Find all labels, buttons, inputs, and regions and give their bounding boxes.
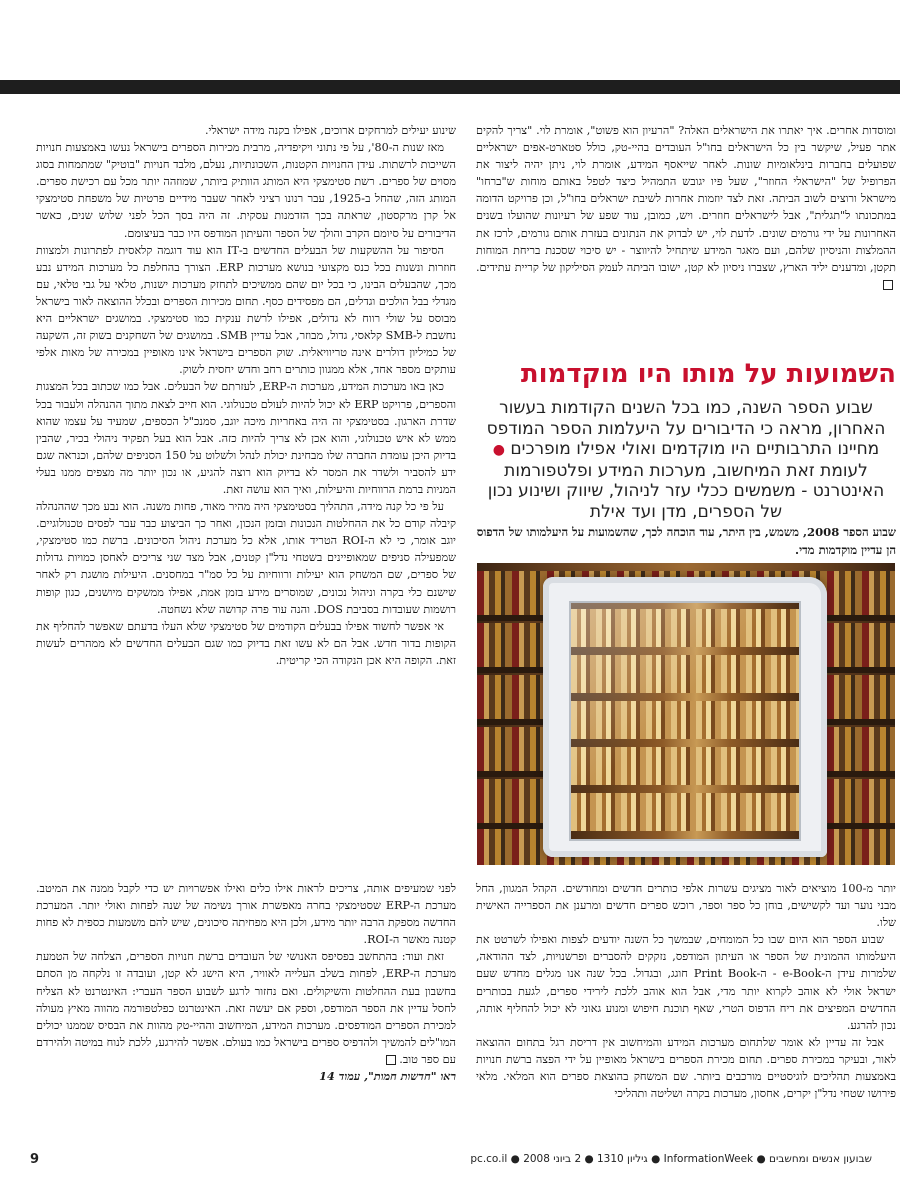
- paragraph: על פי כל קנה מידה, התהליך בסטימצקי היה מהיר מאוד, פחות משנה. הוא נבע מכך שההנהלה קיבלה קודם כל את ההחלטות הנכונות ובזמן הנכון, ואחר כך הביצוע כבר עבר לפסים טכנולוגיים. יוגב אומר, כי לא ה-ROI הטריד אותו, אלא כל מערכת ניהול הסיכונים. ברשת כמו סטימצקי, שמפעילה סניפים שמאופיינים בשטחי נדל"ן קטנים, אבל מצד שני צריכים לאחסן כמויות גדולות של ספרים, שם המשחק הוא יעילות ורווחיות על כל סמ"ר במחסנים. היעילות מושגת רק לאחר שישנם כלי בקרה וניהול נכונים, שמוסרים מידע בזמן אמת, אפילו ממשקים מיושנים, כגון קופות רושמות שעובדות בסביבת DOS. והנה עוד פרה קדושה שלא נשחטה.: [36, 500, 456, 616]
- bullet-dot-icon: ●: [492, 442, 505, 459]
- article-abstract: שבוע הספר 2008, משמש, בין היתר, עוד הוכחה לכך, שהשמועות על היעלמותו של הדפוס הן עדיין מוקדמות מדי.: [476, 525, 896, 557]
- page-footer: [30, 1153, 872, 1171]
- article-heading: השמועות על מותו היו מוקדמות: [520, 359, 896, 389]
- right-column-top: [476, 122, 896, 293]
- footer-publication-line: שבועון אנשים ומחשבים ● InformationWeek ● גיליון 1310 ● 2 ביוני 2008 ● pc.co.il: [470, 1153, 872, 1165]
- end-mark-icon: [883, 280, 893, 290]
- paragraph: לפני שמעיפים אותה, צריכים לראות אילו כלים ואילו אפשרויות יש כדי לקבל ממנה את המיטב. מערכת ה-ERP שסטימצקי בחרה מאפשרת אורך נשימה של שנה לפחות ואולי יותר. המערכת החדשה מספקת הרבה יותר מידע, ולכן היא מפחיתה סיכונים, שיש להם משמעות כספית לא פחות קטנה מאשר ה-ROI.: [36, 882, 456, 947]
- page-number: 9: [30, 1152, 40, 1167]
- monitor-icon: [543, 577, 827, 857]
- top-rule: [0, 80, 900, 94]
- paragraph: שינוע יעילים למרחקים ארוכים, אפילו בקנה מידה ישראלי.: [204, 124, 456, 137]
- right-column-bottom: [476, 880, 896, 1102]
- paragraph: אבל זה עדיין לא אומר שלתחום מערכות המידע והמיחשוב אין דריסת רגל בתחום ההוצאה לאור, ובעיקר במכירת ספרים. תחום מכירת הספרים בישראל מאופיין על ידי הפצה ברשת חנויות באמצעות תהליכים לוגיסטיים מורכבים ביותר. שם המשחק בהוצאת ספרים הוא המלאי. מלאי פירושו שטחי נדל"ן יקרים, אחסון, מערכות בקרה ושליטה ותהליכי: [476, 1035, 896, 1101]
- article-intro: שבוע הספר השנה, כמו בכל השנים הקודמות בעשור האחרון, מראה כי הדיבורים על היעלמות הספר המודפס מחיינו התרבותיים היו מוקדמים ואולי אפילו מופרכים ● לעומת זאת המיחשוב, מערכות המידע ופלטפורמות האינטרנט - משמשים ככלי עזר לניהול, שיווק ושינוע נכון של הספרים, מדן ועד אילת: [486, 398, 886, 522]
- paragraph: יותר מ-100 מוציאים לאור מציגים עשרות אלפי כותרים חדשים ומחודשים. הקהל המגוון, החל מבני נוער ועד לקשישים, בוחן כל ספר וספר, רוכש ספרים חדשים ומרענן את הספרייה האישית שלו.: [476, 882, 896, 930]
- paragraph: מאז שנות ה-80', על פי נתוני ויקיפדיה, מרבית מכירות הספרים בישראל נעשו באמצעות חנויות השייכות לרשתות. עידן החנויות הקטנות, השכונתיות, נעלם, מלבד חנויות "בוטיק" שמתמחות בסוג מסוים של ספרים. רשת סטימצקי היא המותג הוותיק ביותר, שמוזהה יותר מכל עם רכישת ספרים. המותג הזה, שהחל ב-1925, עבר רנונו רציני לאחר שעבר מידיים פרטיות של משפחת סטימצקי אל קרן מרקסטון, שראתה בכך הזדמנות עסקית. זה היה בסך הכל לפני שלוש שנים, כאשר הדיבורים על סיומם הקרב והולך של הספר והעיתון המודפס היו כבר בעיצומם.: [36, 141, 457, 240]
- photo-monitor-bookshelf: [477, 563, 895, 865]
- paragraph: זאת ועוד: בהתחשב בפסיפס האנושי של העובדים ברשת חנויות הספרים, הצלחה של הטמעת מערכת ה-ERP, לפחות בשלב העלייה לאוויר, היא הישג לא קטן, ועובדה זו נלקחה מן הסתם בחשבון בעת ההחלטות והשיקולים. ואם נחזור לרגע לשבוע הספר העברי: האינטרנט לא הצליח לחסל עדיין את הספר המודפס, וספק אם יעשה זאת. האינטרנט כפלטפורמה מהווה מאיץ מעולה למכירת הספרים המודפסים. מערכות המידע, המיחשוב וההיי-טק מהוות את הבסיס שממנו יכולים המו"לים להמשיך ולהדפיס ספרים בישראל כמו בעולם. אפשר להירגע, ללכת לנוח במיטה ולהירדם עם ספר טוב.: [36, 950, 456, 1066]
- end-mark-icon: [386, 1055, 396, 1065]
- left-column: [36, 122, 456, 669]
- paragraph: אי אפשר לחשוד אפילו בבעלים הקודמים של סטימצקי שלא העלו בדעתם שאפשר להחליף את הקופות בדור חדש. אבל הם לא עשו זאת בדיוק כמו שגם הבעלים החדשים לא ממהרים לעשות זאת. הקופה היא אכן הנקודה הכי קריטית.: [36, 619, 456, 667]
- left-column-bottom: [36, 880, 456, 1085]
- paragraph: שבוע הספר הוא היום שבו כל המומחים, שבמשך כל השנה יודעים לצפות ואפילו לשרטט את היעלמותו ההמונית של הספר או העיתון המודפס, נזקקים להסברים ופרשנויות, לצד ההודאה, שלמרות עידן ה-e-Book - ה-Print Book חוגג, ובגדול. בכל שנה אנו מגלים מחדש שעם ישראל אולי לא אוהב לקרוא יותר מדי, אבל הוא אוהב ללכת לירידי ספרים, לגעת בכותרים החדשים המפיצים את ריח הדפוס הטרי, שאף תוכנת חיפוש ומנוע גאוני לא יכול להחליף אותה, נכון להרגע.: [476, 933, 897, 1032]
- paragraph: ומוסדות אחרים. איך יאתרו את הישראלים האלה? "הרעיון הוא פשוט", אומרת לוי. "צריך להקים אתר פעיל, שיקשר בין כל הישראלים בחו"ל העובדים בהיי-טק, כולל סטארט-אפים ישראליים שפועלים בחברות בינלאומיות שונות. לאחר שייאסף המידע, אומרת לוי, ניתן יהיה ליצור את הפרופיל של "הישראלי החוזר", שעל פיו יגובש התמהיל כיצד לטפל באותם מוחות ש"ברחו" מישראל ורוצים לשוב הביתה. זאת לצד יוזמות אחרות לשיבת ישראלים בחו"ל, וכן פרויקט הדומה במתכונתו ל"תגלית", אבל לישראלים חוזרים. ויש, כמובן, עוד שפע של רעיונות שהועלו בשנים האחרונות על ידי גורמים שונים. לדעת לוי, יש לבדוק את הנתונים בעזרת אותם גורמים, לרכז את ההמלצות והניסיון שלהם, ועם מאגר המידע שיתחיל להיווצר - יש סיכוי שסכנת בריחת המוחות תקטן, ומדענים יליד הארץ, שצברו ניסיון לא קטן, ישובו הביתה לעמק הסיליקון של קריית עתידים.: [476, 122, 896, 293]
- paragraph: כאן באו מערכות המידע, מערכות ה-ERP, לעזרתם של הבעלים. אבל כמו שכתוב בכל המצגות והספרים, פרויקט ERP לא יכול להיות לעולם טכנולוגי. הוא חייב לצאת מתוך ההנהלה ולעבור בכל שדרת הארגון. בסטימצקי זה היה באחריות מיכה יוגב, סמנכ"ל הכספים, שמעיד על עצמו שהוא ממש לא איש טכנולוגי, והוא אכן לא צריך להיות כזה. אבל הוא בעל תפקיד ניהולי בכיר, שהבין בדיוק היכן עומדת החברה שלו מבחינת יכולת לנהל ולשלוט על 150 הסניפים שלהם, וכנראה שגם ידע להסביר ולשדר את המסר לא בדיוק הוא רוצה להגיע, או נכון יותר מה מצפים ממנו בעלי המניות ברמת הרווחיות והיעילות, ואיך הוא עושה זאת.: [36, 380, 456, 496]
- paragraph: הסיפור על ההשקעות של הבעלים החדשים ב-IT הוא עוד דוגמה קלאסית לפתרונות ולמצוות חוזרות ונשנות בכל כנס מקצועי בנושא מערכות ERP. הצורך בהחלפת כל מערכות המידע נבע מכך, שהבעלים הבינו, כי בכל יום שהם ממשיכים לתחזק מערכות ישנות, טלאי על גבי טלאי, עם מגדלי בבל הולכים וגדלים, הם מפסידים כסף. תחום מכירות הספרים ובכלל ההוצאה לאור בישראל מבוסס על שולי רווח לא גדולים, אפילו לרשת ענקית כמו סטימצקי. במושגים ישראליים היא נחשבת ל-SMB קלאסי, גדול, מבוזר, אבל עדיין SMB. במושגים של השחקנים בשוק זה, השקעה של כמיליון דולרים אינה טריוויאלית. שוק הספרים בישראל אינו מאופיין במכירה של מאות אלפי עותקים מספר אחד, אלא ממגוון כותרים רחב וחדש יחסית לשוק.: [36, 243, 457, 377]
- see-also-link: ראו "חדשות חמות", עמוד 14: [319, 1069, 456, 1084]
